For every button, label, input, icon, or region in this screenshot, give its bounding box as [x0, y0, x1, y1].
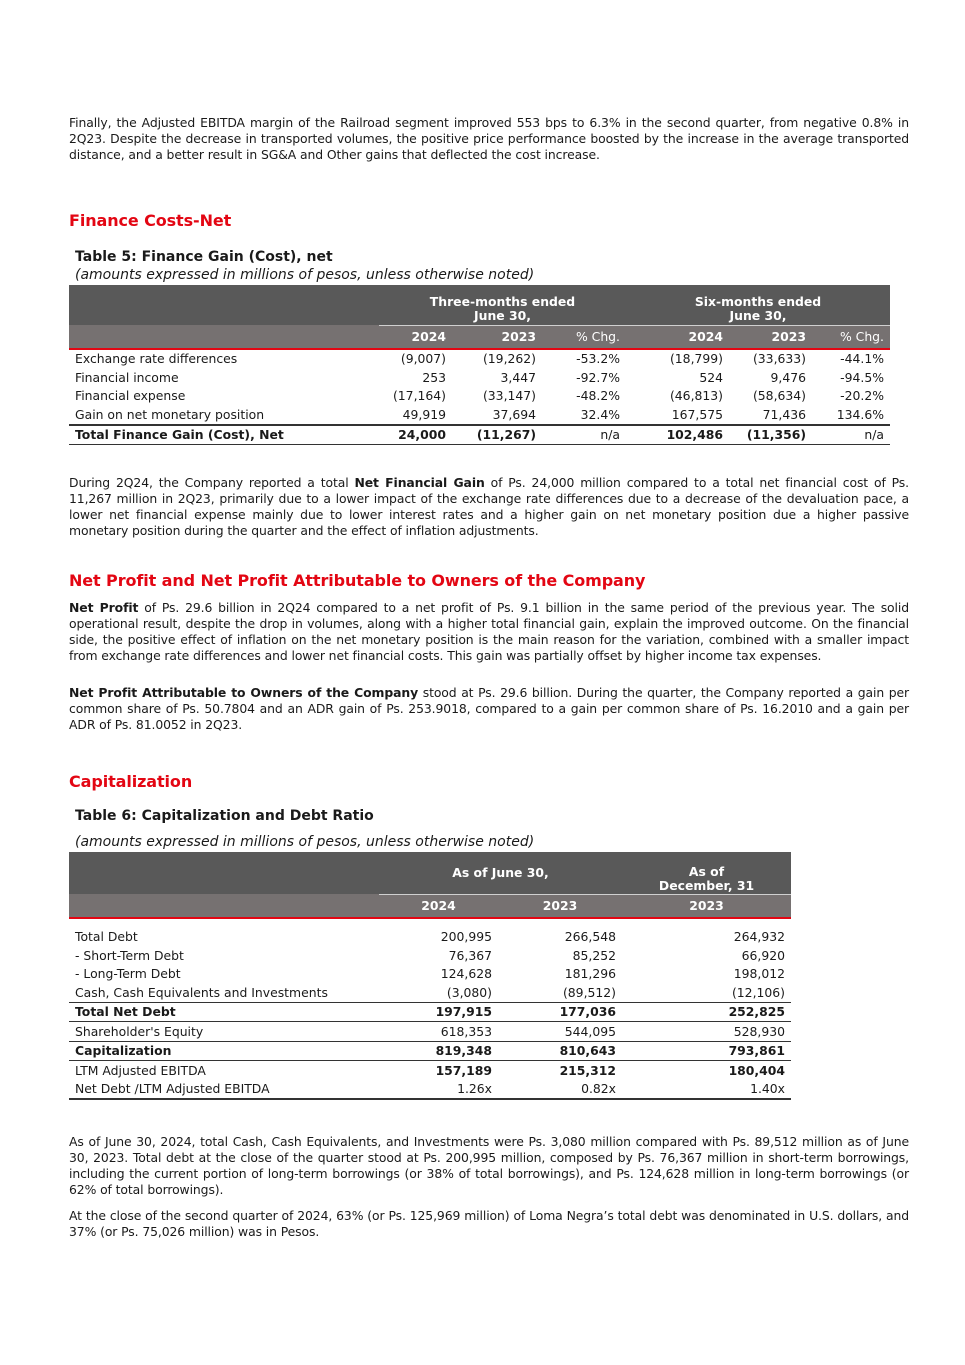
table-row: Cash, Cash Equivalents and Investments (3,080) (89,512) (12,106) [75, 984, 785, 1000]
col-header: % Chg. [542, 325, 626, 349]
col-header: % Chg. [812, 325, 890, 349]
finance-gain-table [69, 285, 890, 445]
total-row: Total Finance Gain (Cost), Net 24,000 (11,267) n/a 102,486 (11,356) n/a [69, 425, 890, 445]
table6-title: Table 6: Capitalization and Debt Ratio [75, 808, 374, 824]
table6-subtitle: (amounts expressed in millions of pesos, unless otherwise noted) [75, 834, 535, 850]
capitalization-table [69, 852, 791, 1100]
six-months-header: Six-months ended June 30, [626, 285, 890, 325]
table5-title: Table 5: Finance Gain (Cost), net [75, 249, 333, 265]
col-header: 2023 [498, 894, 622, 918]
net-profit-paragraph: Net Profit of Ps. 29.6 billion in 2Q24 compared to a net profit of Ps. 9.1 billion in the same period of the previous year. The solid operational result, despite the drop in volumes, along with a higher total financial gain, explain the improved outcome. On the financial side, the positive effect of inflation on the net monetary position is the main reason for the variation, combined with a smaller impact from exchange rate differences and lower net financial costs. This gain was partially offset by higher income tax expenses. [69, 600, 909, 663]
table5-subtitle: (amounts expressed in millions of pesos, unless otherwise noted) [75, 267, 535, 283]
col-header: 2024 [379, 325, 452, 349]
col-header: 2023 [452, 325, 542, 349]
june-header: As of June 30, [379, 852, 622, 894]
col-header: 2024 [626, 325, 729, 349]
capitalization-heading: Capitalization [69, 772, 193, 791]
table-row: Shareholder's Equity 618,353 544,095 528,930 [69, 1022, 791, 1042]
cash-debt-paragraph: As of June 30, 2024, total Cash, Cash Equivalents, and Investments were Ps. 3,080 million compared with Ps. 89,512 million as of June 30, 2023. Total debt at the close of the quarter stood at Ps. 200,995 million, composed by Ps. 76,367 million in short-term borrowings, including the current portion of long-term borrowings (or 38% of total borrowings), and Ps. 124,628 million in long-term borrowings (or 62% of total borrowings). [69, 1134, 909, 1197]
table-row: LTM Adjusted EBITDA 157,189 215,312 180,404 [69, 1061, 791, 1080]
col-header: 2023 [622, 894, 791, 918]
table-row: Total Debt 200,995 266,548 264,932 [75, 929, 785, 945]
table-row: - Short-Term Debt 76,367 85,252 66,920 [75, 947, 785, 963]
net-profit-heading: Net Profit and Net Profit Attributable to Owners of the Company [69, 571, 646, 590]
table-row: Net Debt /LTM Adjusted EBITDA 1.26x 0.82x 1.40x [69, 1080, 791, 1100]
total-net-debt-row: Total Net Debt 197,915 177,036 252,825 [69, 1002, 791, 1022]
table-row: - Long-Term Debt 124,628 181,296 198,012 [75, 966, 785, 982]
december-header: As of December, 31 [622, 852, 791, 894]
three-months-header: Three-months ended June 30, [379, 285, 626, 325]
finance-paragraph: During 2Q24, the Company reported a total Net Financial Gain of Ps. 24,000 million compared to a total net financial cost of Ps. 11,267 million in 2Q23, primarily due to a lower impact of the exchange rate differences due to a decrease of the devaluation pace, a lower net financial expense mainly due to lower interest rates and a higher gain on net monetary position due a higher passive monetary position during the quarter and the effect of inflation adjustments. [69, 475, 909, 538]
finance-costs-heading: Finance Costs-Net [69, 211, 232, 230]
col-header: 2024 [379, 894, 498, 918]
table-row: Financial income 253 3,447 -92.7% 524 9,476 -94.5% [75, 369, 884, 385]
currency-paragraph: At the close of the second quarter of 2024, 63% (or Ps. 125,969 million) of Loma Negra’s total debt was denominated in U.S. dollars, and 37% (or Ps. 75,026 million) was in Pesos. [69, 1208, 909, 1239]
table-row: Gain on net monetary position 49,919 37,694 32.4% 167,575 71,436 134.6% [75, 406, 884, 422]
railroad-margin-paragraph: Finally, the Adjusted EBITDA margin of the Railroad segment improved 553 bps to 6.3% in the second quarter, from negative 0.8% in 2Q23. Despite the decrease in transported volumes, the positive price performance boosted by the increase in the average transported distance, and a better result in SG&A and Other gains that deflected the cost increase. [69, 115, 909, 162]
table-row: Financial expense (17,164) (33,147) -48.2% (46,813) (58,634) -20.2% [75, 388, 884, 404]
table-row: Exchange rate differences (9,007) (19,262) -53.2% (18,799) (33,633) -44.1% [75, 351, 884, 367]
capitalization-row: Capitalization 819,348 810,643 793,861 [69, 1041, 791, 1061]
net-profit-owners-paragraph: Net Profit Attributable to Owners of the Company stood at Ps. 29.6 billion. During the quarter, the Company reported a gain per common share of Ps. 50.7804 and an ADR gain of Ps. 253.9018, compared to a gain per common share of Ps. 16.2010 and a gain per ADR of Ps. 81.0052 in 2Q23. [69, 685, 909, 732]
col-header: 2023 [729, 325, 812, 349]
